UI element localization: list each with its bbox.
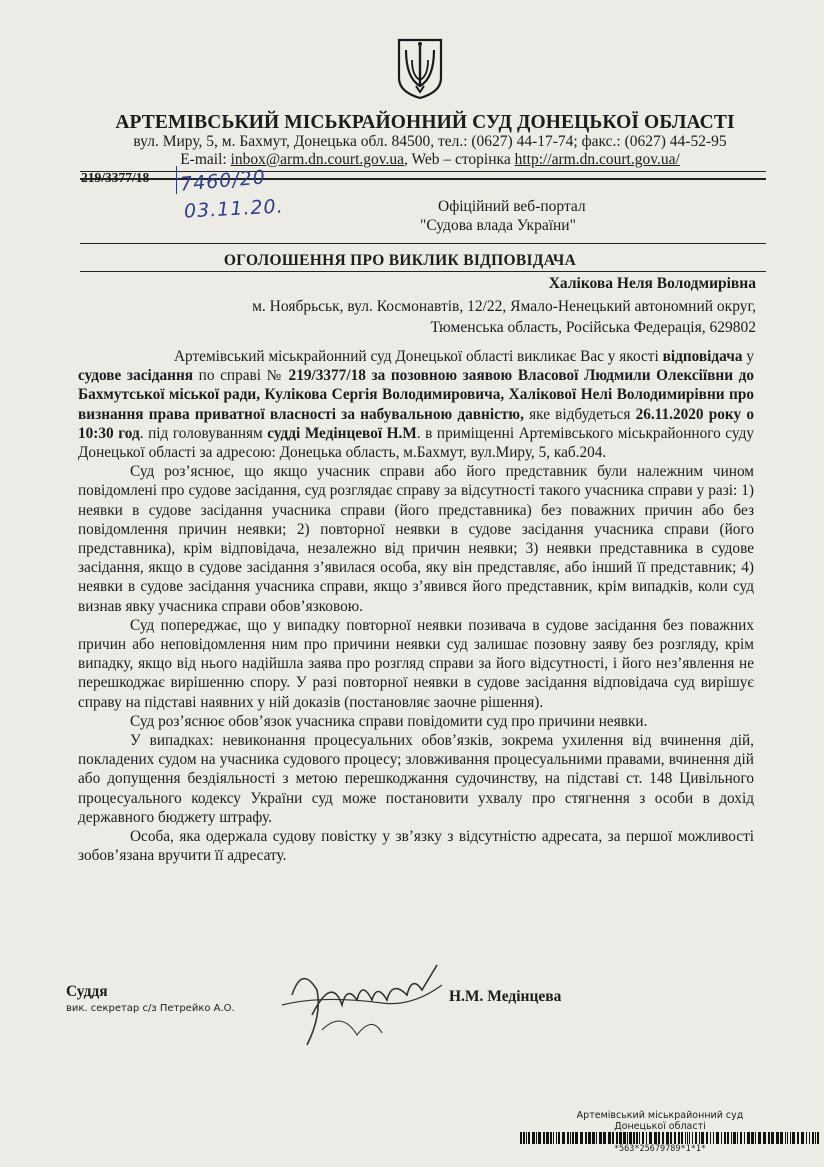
judge-signature-icon xyxy=(262,955,452,1055)
paragraph-warning: Суд попереджає, що у випадку повторної неявки позивача в судове засідання без поважних причин або неповідомлення ним про причини неявки суд залишає позовну заяву без розгляду, крім випадку, якщо від нього надійшла заява про розгляд справи за його відсутності, і його нез’явлення не перешкоджає вирішенню спору. У разі повторної неявки в судове засідання відповідача суд вирішує справу на підставі наявних у ній доказів (постановляє заочне рішення). xyxy=(78,616,754,711)
case-number: 219/3377/18 xyxy=(81,170,150,185)
summons-role: відповідача xyxy=(662,348,743,365)
barcode-number: *563*25679789*1*1* xyxy=(613,1144,707,1154)
summons-case-details: 219/3377/18 за позовною заявою Власової Людмили Олексіївни до Бахмутської міської ради, Кулікова Сергія Володимировича, Халікової Нелі Володимирівни про визнання права приватної власності за набувальною давністю, xyxy=(78,367,755,423)
summons-date-time: 26.11.2020 року о 10:30 год xyxy=(78,405,754,442)
secretary-label: вик. секретар с/з Петрейко А.О. xyxy=(66,1003,235,1014)
portal-line-2: "Судова влада України" xyxy=(420,217,576,234)
recipient-address-line-2: Тюменська область, Російська Федерація, 629802 xyxy=(430,319,756,336)
paragraph-delivery: Особа, яка одержала судову повістку у зв’язку з відсутністю адресата, за першої можливості зобов’язана вручити її адресату. xyxy=(78,828,754,865)
summons-text-2: у xyxy=(742,348,754,365)
recipient-address-line-1: м. Ноябрьськ, вул. Космонавтів, 12/22, Ямало-Ненецький автономний округ, xyxy=(252,298,756,315)
court-address: вул. Миру, 5, м. Бахмут, Донецька обл. 84500, тел.: (0627) 44-17-74; факс.: (0627) 44-52-95 xyxy=(133,133,727,150)
summons-hearing: судове засідання xyxy=(78,367,194,385)
summons-text-5: . під головуванням xyxy=(139,424,268,442)
summons-text: Артемівський міськрайонний суд Донецької області викликає Вас у якості xyxy=(174,348,663,365)
court-contacts xyxy=(80,151,780,169)
summons-judge: судді Медінцевої Н.М xyxy=(267,424,417,442)
paragraph-absence-rules: Суд роз’яснює, що якщо учасник справи або його представник були належним чином повідомлені про судове засідання, суд розглядає справу за відсутності такого учасника справи у разі: 1) неявки в судове засідання учасника справи (його представника) без поважних причин або без повідомлення причин неявки; 2) повторної неявки в судове засідання учасника справи (його представника), крім відповідача, незалежно від причин неявки; 3) неявки представника в судове засідання, якщо в судове засідання з’явилася особа, яку він представляє, або інший її представник; 4) неявки в судове засідання учасника справи, якщо з’явився його представник, крім випадків, коли суд визнав явку учасника справи обов’язковою. xyxy=(78,463,754,615)
notice-body xyxy=(78,347,754,865)
recipient-address xyxy=(116,296,756,338)
handwritten-reg-number: 7460/20 xyxy=(179,166,267,196)
paragraph-duty-to-notify: Суд роз’яснює обов’язок учасника справи повідомити суд про причини неявки. xyxy=(130,712,648,730)
summons-text-3: по справі № xyxy=(193,367,289,385)
stamp-line-2: Донецької області xyxy=(614,1121,706,1132)
heading-divider-top xyxy=(80,243,766,244)
court-stamp xyxy=(560,1110,760,1132)
email-label: E-mail: xyxy=(180,151,231,168)
header-divider-top xyxy=(80,171,766,172)
summons-location: . в приміщенні Артемівського міськрайонного суду Донецької області за адресою: Донецька область, м.Бахмут, вул.Миру, 5, каб.204. xyxy=(78,424,755,462)
email-link[interactable]: inbox@arm.dn.court.gov.ua xyxy=(230,151,404,168)
recipient-name: Халікова Неля Володмирівна xyxy=(548,275,756,292)
handwritten-bracket-icon xyxy=(176,166,181,194)
trident-coat-of-arms-icon xyxy=(397,38,443,100)
barcode-icon xyxy=(520,1131,824,1143)
stamp-line-1: Артемівський міськрайонний суд xyxy=(576,1110,744,1121)
notice-heading: ОГОЛОШЕННЯ ПРО ВИКЛИК ВІДПОВІДАЧА xyxy=(223,252,577,269)
heading-divider-bottom xyxy=(80,271,766,272)
paragraph-summons xyxy=(78,347,754,462)
web-label: , Web – сторінка xyxy=(404,151,515,168)
summons-text-4: яке відбудеться xyxy=(523,405,636,423)
handwritten-date: 03.11.20. xyxy=(183,195,285,223)
web-link[interactable]: http://arm.dn.court.gov.ua/ xyxy=(514,151,680,168)
court-name: АРТЕМІВСЬКИЙ МІСЬКРАЙОННИЙ СУД ДОНЕЦЬКОЇ ОБЛАСТІ xyxy=(115,112,735,133)
portal-line-1: Офіційний веб-портал xyxy=(438,198,586,215)
judge-role-label: Суддя xyxy=(66,983,108,1000)
judge-name: Н.М. Медінцева xyxy=(449,988,562,1005)
paragraph-fines: У випадках: невиконання процесуальних обов’язків, зокрема ухилення від вчинення дій, покладених судом на учасника судового процесу; зловживання процесуальними правами, вчинення дій або допущення бездіяльності з метою перешкоджання судочинству, на підставі ст. 148 Цивільного процесуального кодексу України суд може постановити ухвалу про стягнення з особи в дохід державного бюджету штрафу. xyxy=(78,732,754,826)
